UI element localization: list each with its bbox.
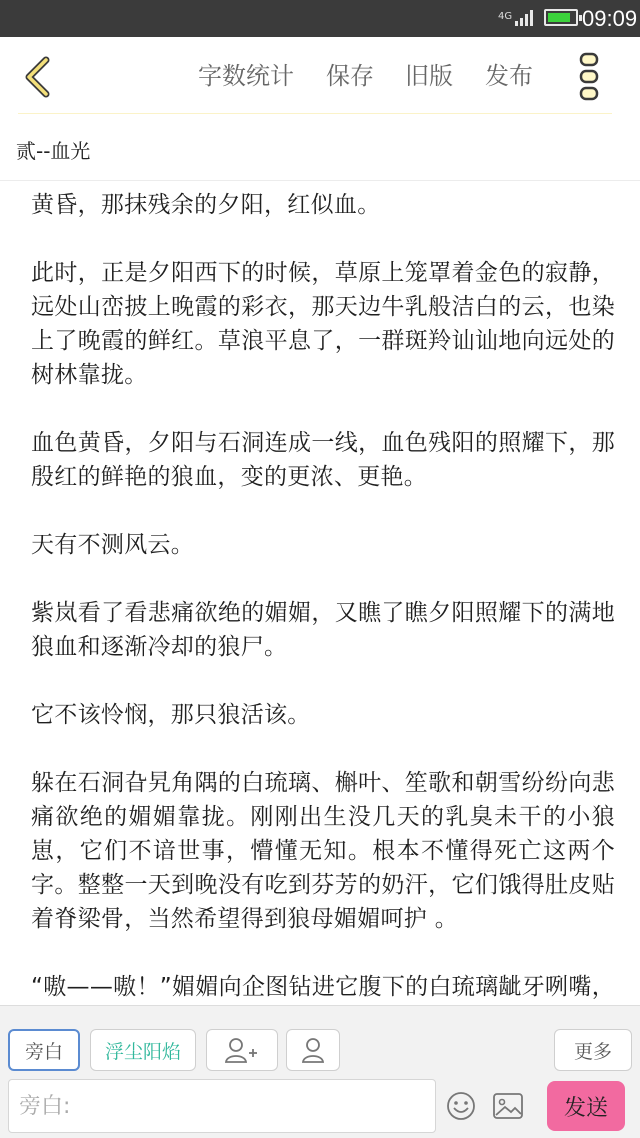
content-paragraph: 紫岚看了看悲痛欲绝的媚媚，又瞧了瞧夕阳照耀下的满地狼血和逐渐冷却的狼尸。	[31, 600, 615, 660]
status-bar	[0, 0, 640, 37]
content-paragraph: 血色黄昏，夕阳与石洞连成一线，血色残阳的照耀下，那殷红的鲜艳的狼血，变的更浓、更艳。	[31, 430, 615, 490]
three-dots-vertical-icon[interactable]	[578, 51, 600, 101]
status-time: 09:09	[582, 6, 638, 31]
chapter-title: 贰--血光	[16, 139, 91, 163]
toolbar-divider	[18, 113, 612, 114]
word-count-button[interactable]: 字数统计	[198, 62, 294, 90]
message-input[interactable]	[9, 1080, 435, 1132]
content-paragraph: 天有不测风云。	[31, 532, 195, 558]
character-button[interactable]	[286, 1029, 340, 1071]
composer-bar	[0, 1005, 640, 1138]
person-icon	[300, 1036, 326, 1064]
editor-toolbar	[0, 37, 640, 117]
content-paragraph: 此时，正是夕阳西下的时候，草原上笼罩着金色的寂静，远处山峦披上晚霞的彩衣，那天边牛乳般洁白的云，也染上了晚霞的鲜红。草浪平息了，一群斑羚讪讪地向远处的树林靠拢。	[31, 260, 615, 388]
send-button[interactable]: 发送	[547, 1081, 625, 1131]
battery-icon	[544, 9, 578, 26]
add-character-button[interactable]	[206, 1029, 278, 1071]
content-paragraph: 黄昏，那抹残余的夕阳，红似血。	[31, 192, 381, 218]
content-paragraph: “嗷——嗷！”媚媚向企图钻进它腹下的白琉璃龇牙咧嘴，	[31, 974, 615, 1000]
battery-fill	[548, 13, 570, 22]
old-version-button[interactable]: 旧版	[405, 62, 453, 90]
image-icon[interactable]	[492, 1091, 524, 1121]
smiley-icon[interactable]	[446, 1091, 476, 1121]
more-button[interactable]: 更多	[554, 1029, 632, 1071]
signal-icon	[514, 9, 536, 26]
publish-button[interactable]: 发布	[485, 62, 533, 90]
content-paragraph: 躲在石洞旮旯角隅的白琉璃、槲叶、笙歌和朝雪纷纷向悲痛欲绝的媚媚靠拢。刚刚出生没几天的乳臭未干的小狼崽，它们不谙世事，懵懂无知。根本不懂得死亡这两个字。整整一天到晚没有吃到芬芳的奶汗，它们饿得肚皮贴着脊梁骨，当然希望得到狼母媚媚呵护 。	[31, 770, 615, 932]
chapter-content[interactable]	[31, 188, 615, 1004]
message-input-box[interactable]	[8, 1079, 436, 1133]
character-chip[interactable]: 浮尘阳焰	[90, 1029, 196, 1071]
save-button[interactable]: 保存	[326, 62, 374, 90]
chevron-left-icon[interactable]	[20, 55, 54, 99]
chapter-title-row[interactable]	[0, 117, 640, 181]
person-add-icon	[224, 1036, 260, 1064]
content-paragraph: 它不该怜悯，那只狼活该。	[31, 702, 311, 728]
narration-chip[interactable]: 旁白	[8, 1029, 80, 1071]
network-type: 4G	[498, 11, 513, 22]
